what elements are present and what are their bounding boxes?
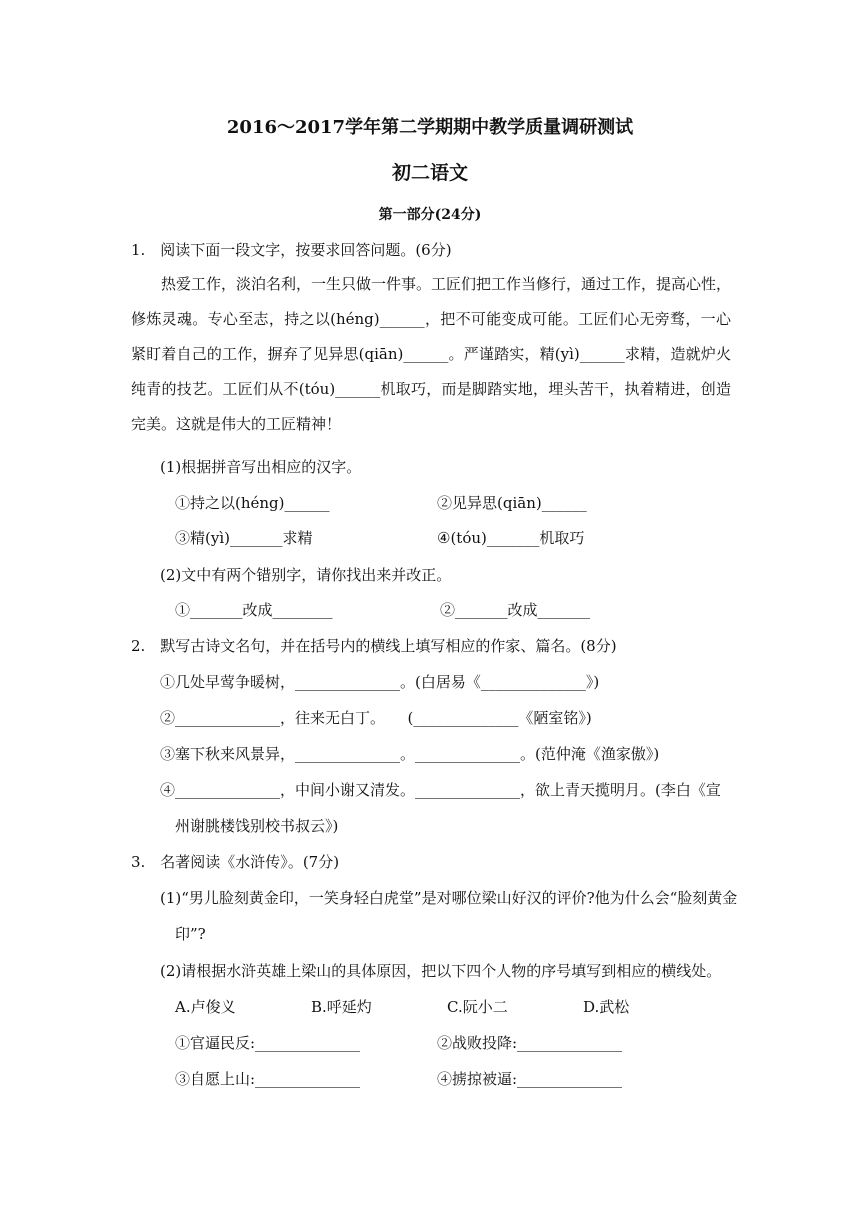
question-1-stem: 1. 阅读下面一段文字，按要求回答问题。(6分) xyxy=(131,241,452,259)
question-1-sub2: (2)文中有两个错别字，请你找出来并改正。 xyxy=(160,566,452,584)
q2-line-2: ②______________，往来无白丁。 (______________《陋室铭》) xyxy=(160,709,592,727)
q1-correction-1: ①_______改成________ xyxy=(175,601,333,619)
option-b: B.呼延灼 xyxy=(311,998,372,1016)
question-1-sub1: (1)根据拼音写出相应的汉字。 xyxy=(160,458,362,476)
option-a: A.卢俊义 xyxy=(175,998,236,1016)
option-d: D.武松 xyxy=(583,998,630,1016)
q3-blank-3: ③自愿上山:______________ xyxy=(175,1070,361,1088)
question-2-stem: 2. 默写古诗文名句，并在括号内的横线上填写相应的作家、篇名。(8分) xyxy=(131,637,617,655)
q2-line-5: 州谢朓楼饯别校书叔云》) xyxy=(175,817,339,835)
q1-correction-2: ②_______改成_______ xyxy=(440,601,591,619)
q3-blank-2: ②战败投降:______________ xyxy=(437,1034,623,1052)
subject-title: 初二语文 xyxy=(391,162,468,184)
q1-blank-1: ①持之以(héng)______ xyxy=(175,494,330,512)
exam-title: 2016～2017学年第二学期期中教学质量调研测试 xyxy=(226,117,634,138)
q3-blank-4: ④掳掠被逼:______________ xyxy=(437,1070,623,1088)
q3-sub2: (2)请根据水浒英雄上梁山的具体原因，把以下四个人物的序号填写到相应的横线处。 xyxy=(160,962,722,980)
q1-blank-3: ③精(yì)_______求精 xyxy=(175,529,313,547)
q3-sub1-line1: (1)“男儿脸刻黄金印，一笑身轻白虎堂”是对哪位梁山好汉的评价?他为什么会“脸刻黄金 xyxy=(160,889,738,907)
q2-line-3: ③塞下秋来风景异，______________。______________。(范仲淹《渔家傲》) xyxy=(160,745,660,763)
q3-sub1-line2: 印”? xyxy=(175,925,206,943)
q1-blank-4: ④(tóu)_______机取巧 xyxy=(437,529,585,547)
q3-blank-1: ①官逼民反:______________ xyxy=(175,1034,361,1052)
section-heading: 第一部分(24分) xyxy=(378,207,482,223)
q2-line-4: ④______________，中间小谢又清发。______________，欲上青天揽明月。(李白《宣 xyxy=(160,781,721,799)
q1-blank-2: ②见异思(qiān)______ xyxy=(437,494,587,512)
option-c: C.阮小二 xyxy=(447,998,508,1016)
question-1-passage: 热爱工作，淡泊名利，一生只做一件事。工匠们把工作当修行，通过工作，提高心性，修炼灵魂。专心至志，持之以(héng)______，把不可能变成可能。工匠们心无旁骛，一心紧盯着自己的工作，摒弃了见异思(qiān)______。严谨踏实，精(yì)______求精，造就炉火纯青的技艺。工匠们从不(tóu)______机取巧，而是脚踏实地，埋头苦干，执着精进，创造完美。这就是伟大的工匠精神！ xyxy=(131,275,732,433)
q2-line-1: ①几处早莺争暖树，______________。(白居易《______________》) xyxy=(160,673,600,691)
question-3-stem: 3. 名著阅读《水浒传》。(7分) xyxy=(131,853,340,871)
